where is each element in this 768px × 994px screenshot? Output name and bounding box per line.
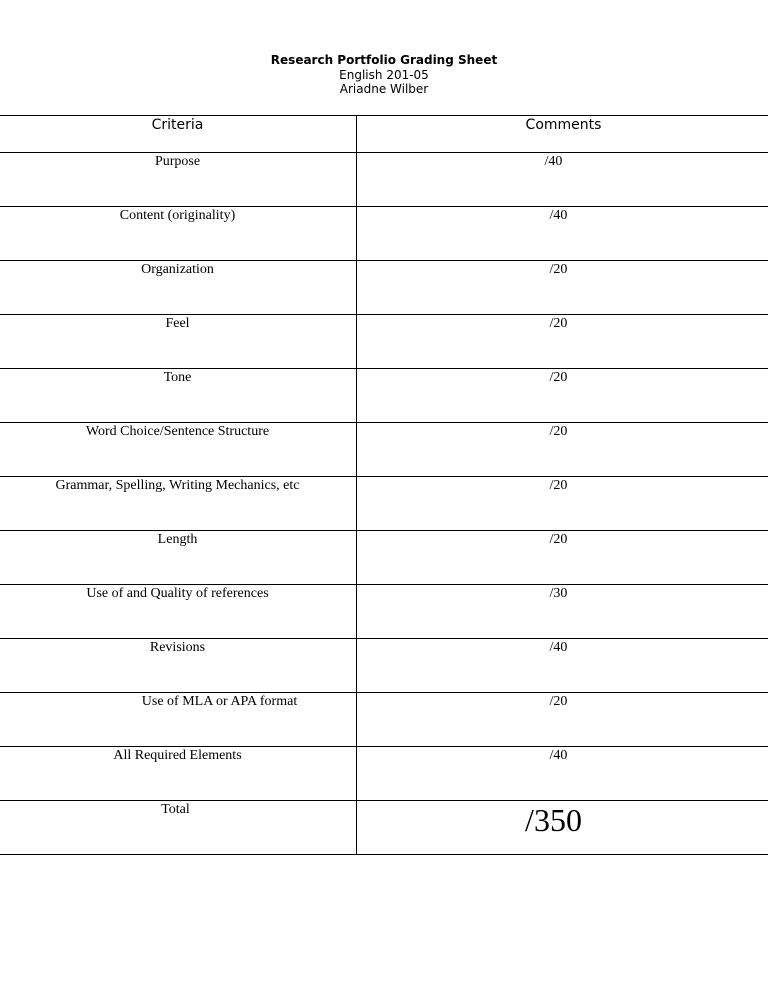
table-row [0, 261, 768, 315]
criteria-cell: Purpose [0, 153, 357, 207]
criteria-cell: Word Choice/Sentence Structure [0, 423, 357, 477]
total-score-cell: /350 [357, 801, 768, 855]
course-name: English 201-05 [339, 67, 429, 82]
column-header-criteria: Criteria [0, 116, 357, 153]
document-header [0, 53, 768, 97]
criteria-cell: Tone [0, 369, 357, 423]
score-cell: /40 [357, 747, 768, 801]
table-row [0, 747, 768, 801]
criteria-cell: Grammar, Spelling, Writing Mechanics, etc [0, 477, 357, 531]
criteria-cell: All Required Elements [0, 747, 357, 801]
column-header-comments: Comments [357, 116, 768, 153]
document-title: Research Portfolio Grading Sheet [270, 53, 498, 67]
score-cell: /20 [357, 315, 768, 369]
criteria-cell: Organization [0, 261, 357, 315]
table-row [0, 477, 768, 531]
grading-table [0, 115, 768, 855]
score-cell: /20 [357, 369, 768, 423]
score-cell: /40 [357, 207, 768, 261]
criteria-cell: Feel [0, 315, 357, 369]
score-cell: /40 [357, 639, 768, 693]
score-cell: /20 [357, 693, 768, 747]
score-cell: /20 [357, 261, 768, 315]
table-row [0, 639, 768, 693]
table-row [0, 153, 768, 207]
table-row [0, 585, 768, 639]
author-name: Ariadne Wilber [339, 82, 429, 96]
table-row [0, 207, 768, 261]
criteria-cell: Content (originality) [0, 207, 357, 261]
criteria-cell: Revisions [0, 639, 357, 693]
table-row [0, 531, 768, 585]
score-cell: /20 [357, 477, 768, 531]
total-row [0, 801, 768, 855]
table-row [0, 315, 768, 369]
score-cell: /30 [357, 585, 768, 639]
total-label-cell: Total [0, 801, 357, 855]
criteria-cell: Use of MLA or APA format [0, 693, 357, 747]
table-row [0, 693, 768, 747]
score-cell: /40 [357, 153, 768, 207]
score-cell: /20 [357, 423, 768, 477]
score-cell: /20 [357, 531, 768, 585]
criteria-cell: Use of and Quality of references [0, 585, 357, 639]
table-header-row [0, 116, 768, 153]
criteria-cell: Length [0, 531, 357, 585]
table-row [0, 369, 768, 423]
table-row [0, 423, 768, 477]
